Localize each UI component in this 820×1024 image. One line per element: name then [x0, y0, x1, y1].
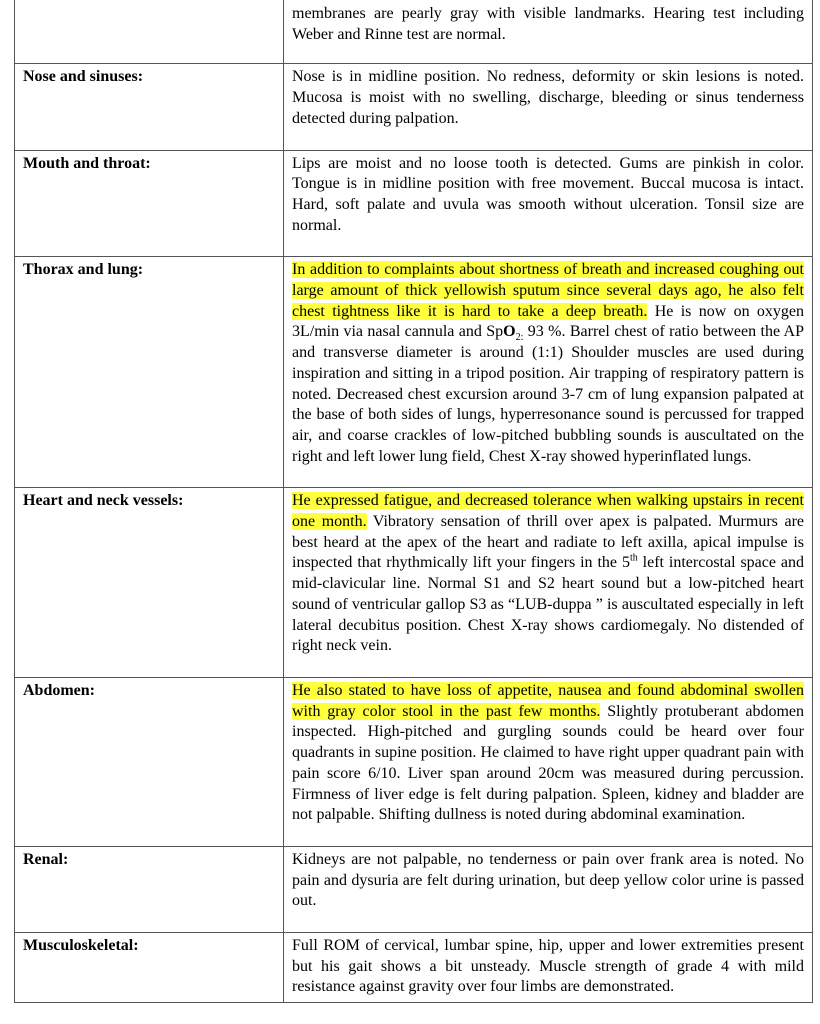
- finding-text: Nose is in midline position. No redness, deformity or skin lesions is noted. Mucosa is moist with no swelling, discharge, bleeding or sinus tenderness detected during palpation.: [292, 68, 804, 127]
- row-text: [284, 677, 813, 846]
- physical-exam-table: [14, 0, 813, 1003]
- row-label: Thorax and lung:: [15, 257, 284, 488]
- row-label: Nose and sinuses:: [15, 64, 284, 150]
- row-label: Heart and neck vessels:: [15, 488, 284, 678]
- row-text: [284, 64, 813, 150]
- oxygen-symbol: O: [503, 323, 516, 341]
- finding-text: He is now on oxygen 3L/min via nasal cannula and Sp: [292, 302, 805, 341]
- row-label: [15, 0, 284, 64]
- row-label: Renal:: [15, 846, 284, 932]
- oxygen-subscript: 2:: [515, 332, 524, 344]
- finding-text: left intercostal space and mid-clavicular line. Normal S1 and S2 heart sound but a low-pitched heart sound of ventricular gallop S3 as “LUB-duppa ” is auscultated especially in left lateral decubitus position. Chest X-ray shows cardiomegaly. No distended of right neck vein.: [292, 554, 805, 655]
- row-text: [284, 933, 813, 1003]
- finding-text: Vibratory sensation of thrill over apex is palpated. Murmurs are best heard at the apex of the heart and radiate to left axilla, apical impulse is inspected that rhythmically lift your fingers in the 5: [292, 513, 804, 572]
- row-label: Musculoskeletal:: [15, 933, 284, 1003]
- row-text: [284, 0, 813, 64]
- table-row: [15, 257, 813, 488]
- highlighted-complaint: In addition to complaints about shortness of breath and increased coughing out large amount of thick yellowish sputum since several days ago, he also felt chest tightness like it is hard to take a deep breath.: [292, 261, 804, 320]
- table-row: [15, 933, 813, 1003]
- table-row: [15, 488, 813, 678]
- ordinal-superscript: th: [629, 553, 638, 565]
- row-text: [284, 846, 813, 932]
- table-row: [15, 150, 813, 257]
- finding-text: Slightly protuberant abdomen inspected. High-pitched and gurgling sounds could be heard over four quadrants in supine position. He claimed to have right upper quadrant pain with pain score 6/10. Liver span around 20cm was measured during percussion. Firmness of liver edge is felt during palpation. Spleen, kidney and bladder are not palpable. Shifting dullness is noted during abdominal examination.: [292, 702, 805, 824]
- table-row: [15, 846, 813, 932]
- finding-text: Kidneys are not palpable, no tenderness or pain over frank area is noted. No pain and dysuria are felt during urination, but deep yellow color urine is passed out.: [292, 850, 804, 910]
- table-row: [15, 0, 813, 64]
- highlighted-complaint: He also stated to have loss of appetite, nausea and found abdominal swollen with gray color stool in the past few months.: [292, 681, 804, 720]
- finding-text: Lips are moist and no loose tooth is detected. Gums are pinkish in color. Tongue is in midline position with free movement. Buccal mucosa is intact. Hard, soft palate and uvula was smooth without ulceration. Tonsil size are normal.: [292, 154, 804, 234]
- finding-text: membranes are pearly gray with visible landmarks. Hearing test including Weber and Rinne test are normal.: [292, 5, 804, 43]
- finding-text: 93 %. Barrel chest of ratio between the AP and transverse diameter is around (1:1) Shoulder muscles are used during inspiration and sitting in a tripod position. Air trapping of respiratory pattern is noted. Decreased chest excursion around 3-7 cm of lung expansion palpated at the base of both sides of lungs, hyperresonance sound is percussed for trapped air, and coarse crackles of low-pitched bubbling sounds is auscultated on the right and left lower lung field, Chest X-ray showed hyperinflated lungs.: [292, 323, 805, 465]
- row-text: [284, 488, 813, 678]
- highlighted-complaint: He expressed fatigue, and decreased tolerance when walking upstairs in recent one month.: [292, 492, 804, 531]
- table-row: [15, 677, 813, 846]
- row-text: [284, 257, 813, 488]
- row-text: [284, 150, 813, 257]
- finding-text: Full ROM of cervical, lumbar spine, hip, upper and lower extremities present but his gait shows a bit unsteady. Muscle strength of grade 4 with mild resistance against gravity over four limbs are demonstrated.: [292, 937, 804, 996]
- row-label: Abdomen:: [15, 677, 284, 846]
- row-label: Mouth and throat:: [15, 150, 284, 257]
- table-row: [15, 64, 813, 150]
